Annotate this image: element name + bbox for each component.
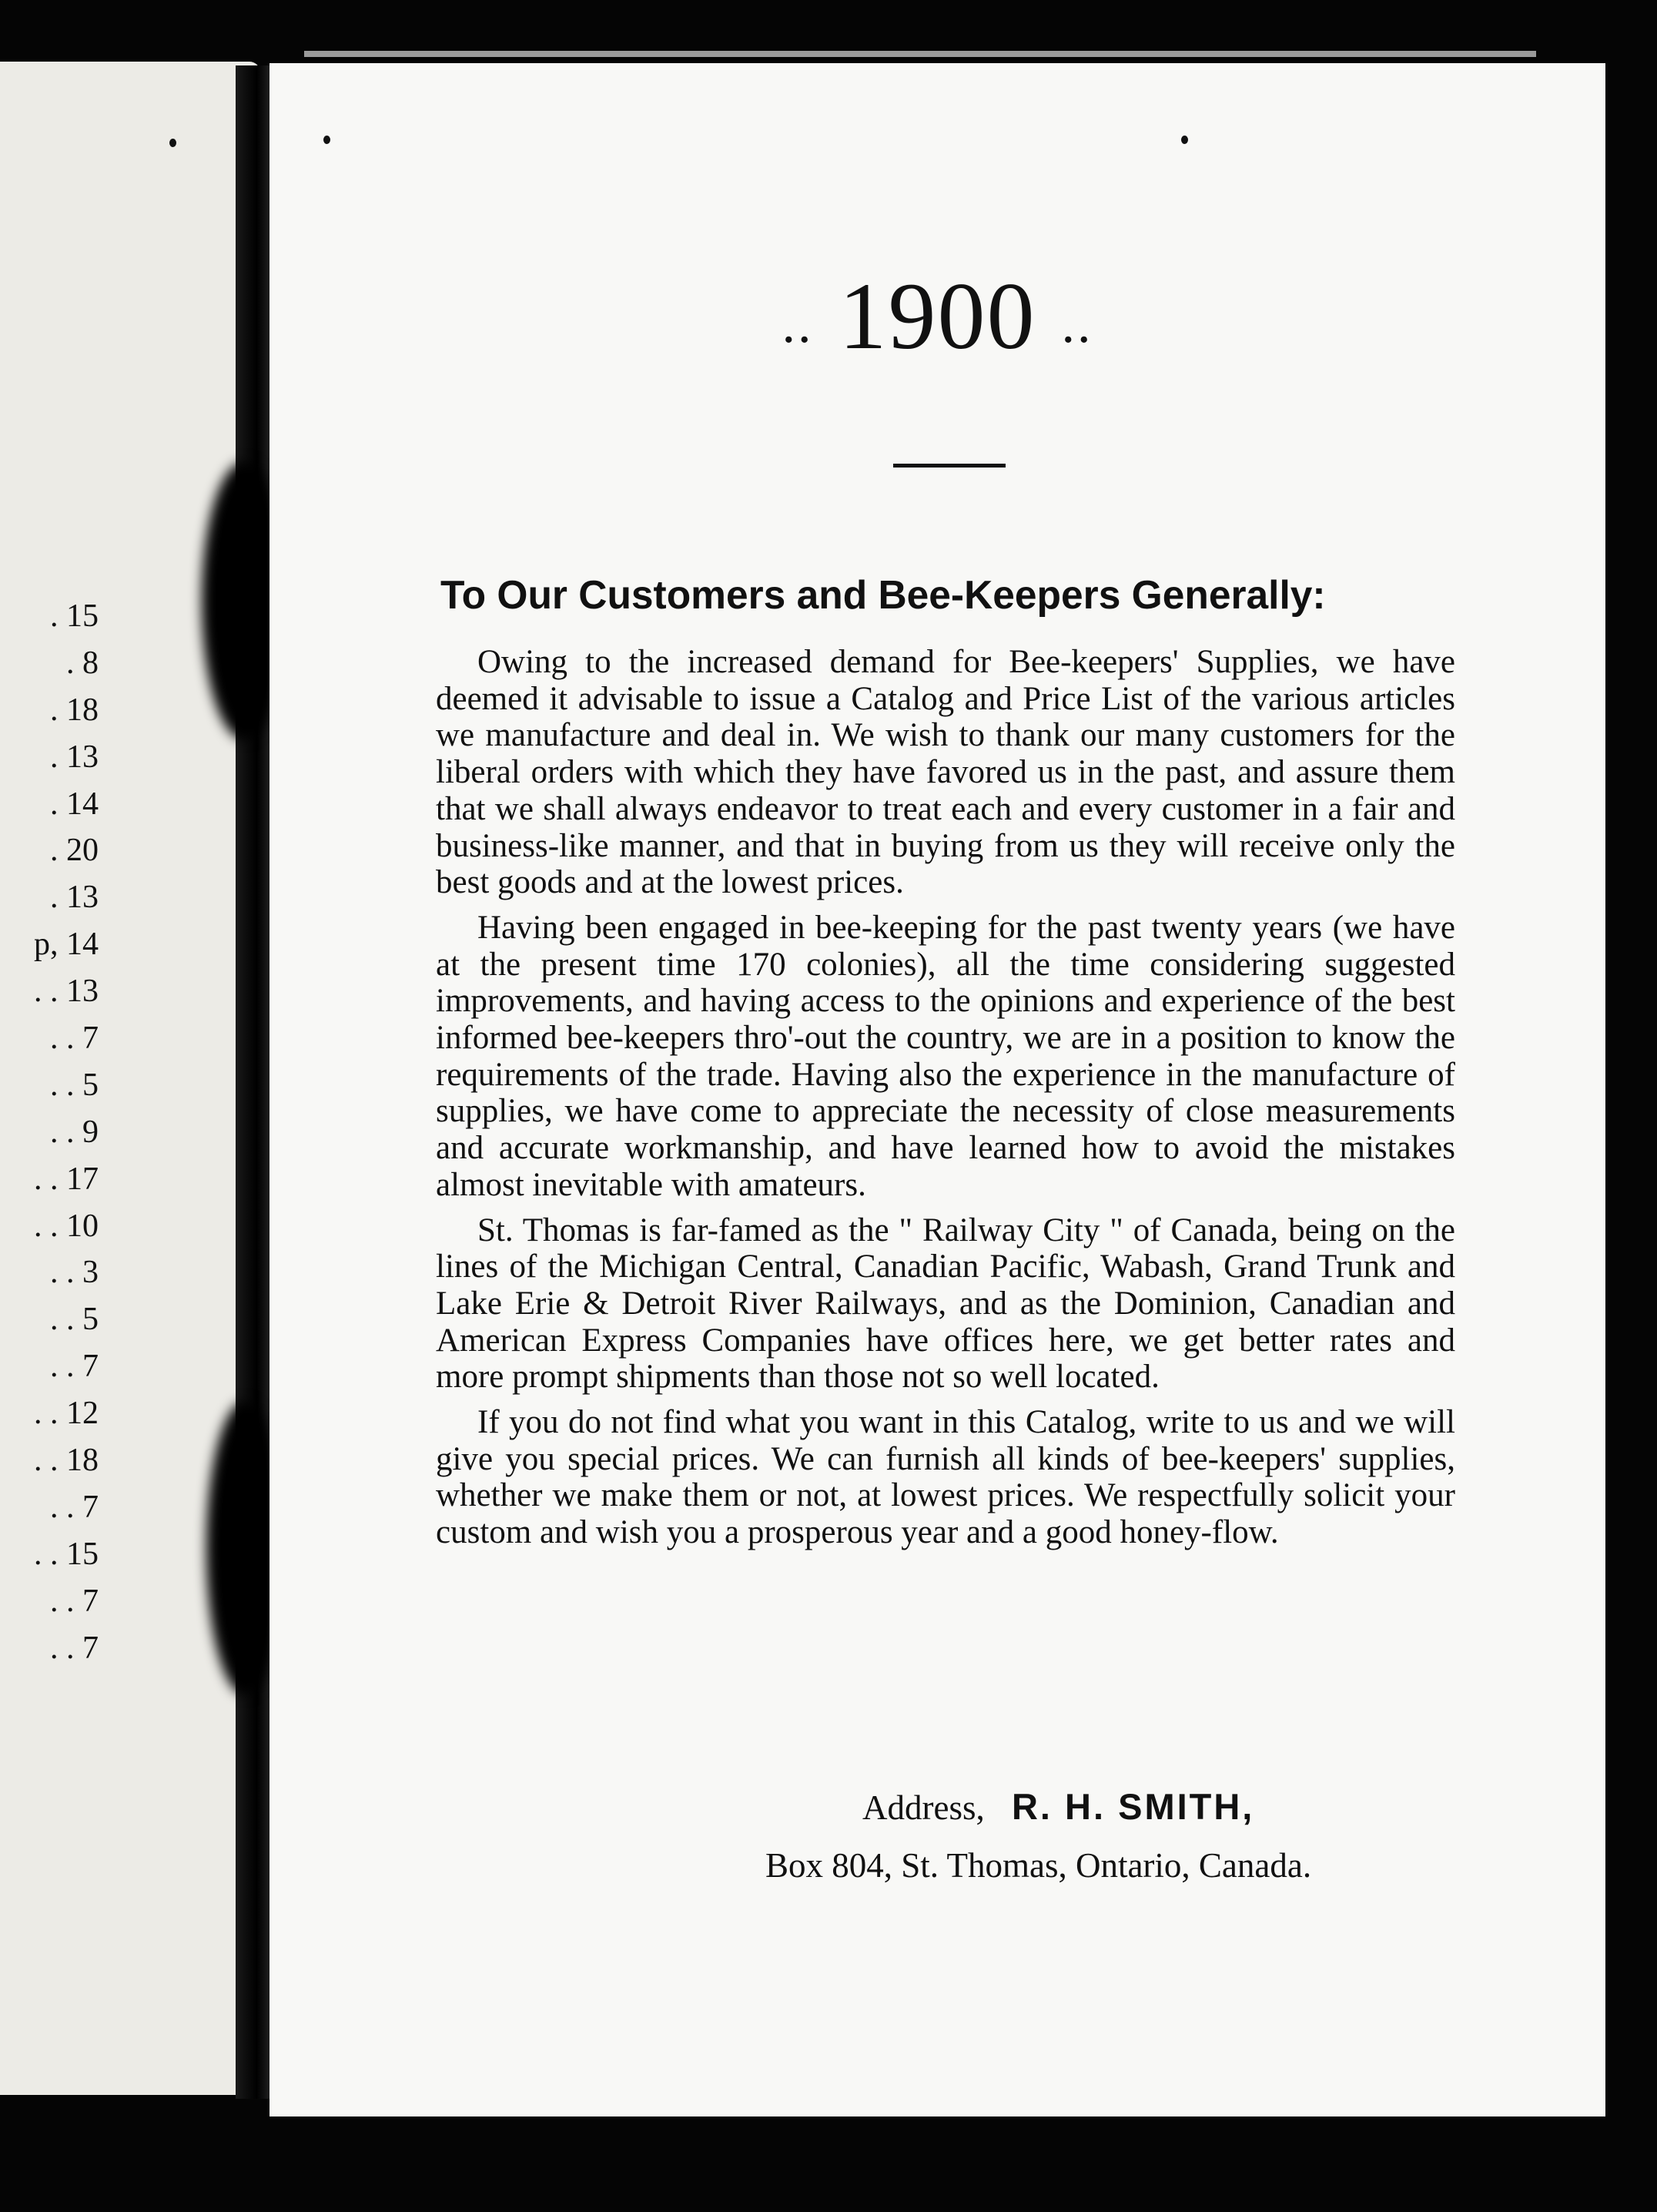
toc-page-number: . 14	[50, 786, 99, 822]
toc-page-number: . . 10	[34, 1208, 99, 1244]
paragraph-4: If you do not find what you want in this Catalog, write to us and we will give you special prices. We can furnish all kinds of bee-keepers' supplies, whether we make them or not, at lowest prices. We respectfully solicit your custom and wish you a prosperous year and a good honey-flow.	[436, 1404, 1455, 1551]
toc-page-number: . . 3	[50, 1255, 99, 1291]
paragraph-2: Having been engaged in bee-keeping for the past twenty years (we have at the present time 170 colonies), all the time considering suggested improvements, and having access to the opinions and experience of the best informed bee-keepers thro'-out the country, we are in a position to know the requirements of the trade. Having also the experience in the manufacture of supplies, we have come to appreciate the necessity of close measurements and accurate workmanship, and have learned how to avoid the mistakes almost inevitable with amateurs.	[436, 909, 1455, 1203]
toc-page-number: . 8	[66, 645, 99, 681]
page-top-edge	[304, 51, 1536, 57]
sender-name: R. H. SMITH,	[1011, 1786, 1255, 1827]
toc-page-number: . . 13	[34, 974, 99, 1010]
year-title	[269, 262, 1605, 371]
toc-page-number: . . 15	[34, 1536, 99, 1572]
print-speck	[323, 136, 330, 144]
toc-page-number: . . 5	[50, 1302, 99, 1338]
year-text: 1900	[839, 263, 1036, 369]
year-dots-left: ..	[782, 295, 814, 354]
toc-page-number: . 18	[50, 692, 99, 728]
letter-body	[436, 644, 1455, 1560]
toc-page-number: . . 9	[50, 1114, 99, 1150]
letter-heading: To Our Customers and Bee-Keepers Generally:	[440, 572, 1326, 617]
toc-page-number: . . 12	[34, 1396, 99, 1432]
toc-page-number: p, 14	[34, 927, 99, 963]
year-dots-right: ..	[1061, 295, 1093, 354]
print-speck	[1181, 136, 1188, 144]
book-spine	[236, 65, 271, 2099]
paragraph-3: St. Thomas is far-famed as the " Railway City " of Canada, being on the lines of the Michigan Central, Canadian Pacific, Wabash, Grand Trunk and Lake Erie & Detroit River Railways, and as the Dominion, Canadian and American Express Companies have offices here, we get better rates and more prompt shipments than those not so well located.	[436, 1212, 1455, 1396]
address-label: Address,	[862, 1788, 985, 1827]
title-divider	[893, 464, 1006, 468]
paragraph-1: Owing to the increased demand for Bee-keepers' Supplies, we have deemed it advisable to issue a Catalog and Price List of the various articles we manufacture and deal in. We wish to thank our many customers for the liberal orders with which they have favored us in the past, and assure them that we shall always endeavor to treat each and every customer in a fair and business-like manner, and that in buying from us they will receive only the best goods and at the lowest prices.	[436, 644, 1455, 901]
toc-page-number: . . 7	[50, 1583, 99, 1619]
toc-page-number: . . 7	[50, 1021, 99, 1057]
toc-page-number: . 20	[50, 833, 99, 869]
toc-page-numbers	[0, 593, 99, 1671]
toc-page-number: . . 7	[50, 1349, 99, 1385]
toc-page-number: . 13	[50, 739, 99, 775]
toc-page-number: . . 5	[50, 1067, 99, 1103]
print-speck	[169, 139, 176, 147]
toc-page-number: . 13	[50, 880, 99, 916]
toc-page-number: . . 17	[34, 1161, 99, 1197]
toc-page-number: . . 7	[50, 1630, 99, 1666]
toc-page-number: . . 7	[50, 1489, 99, 1525]
signature-line	[862, 1785, 1254, 1828]
toc-page-number: . . 18	[34, 1443, 99, 1479]
toc-page-number: . 15	[50, 598, 99, 634]
postal-address: Box 804, St. Thomas, Ontario, Canada.	[765, 1846, 1312, 1885]
